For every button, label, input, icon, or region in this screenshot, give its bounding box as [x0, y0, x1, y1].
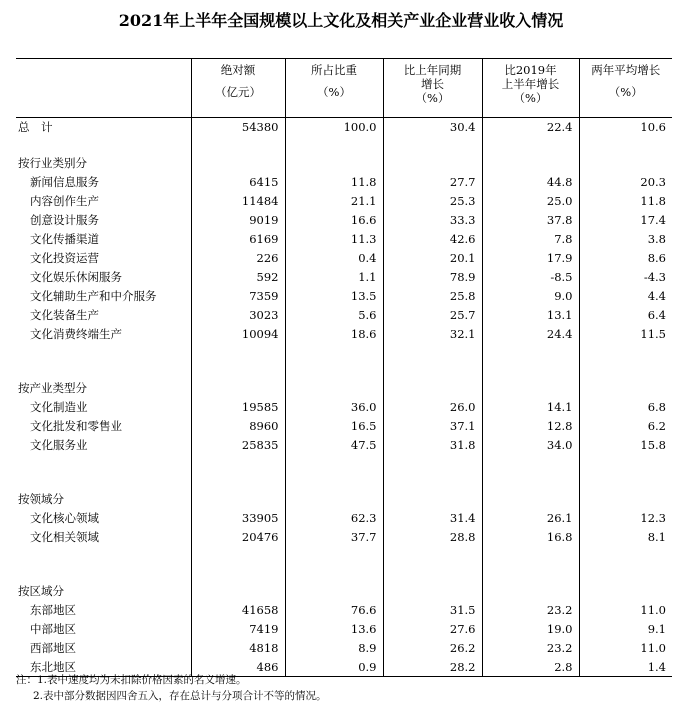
cell: 16.5 — [285, 416, 383, 435]
footnotes — [16, 672, 327, 704]
cell: 0.9 — [285, 657, 383, 677]
row-label: 文化核心领域 — [30, 510, 99, 525]
section-heading-row — [16, 582, 672, 600]
section-heading: 按区域分 — [18, 584, 64, 598]
cell: -4.3 — [579, 267, 672, 286]
cell: 28.8 — [383, 527, 482, 546]
total-label: 总 计 — [18, 120, 53, 134]
spacer-cell — [383, 379, 482, 397]
table-row — [16, 416, 672, 435]
row-label: 文化制造业 — [30, 399, 88, 414]
spacer-cell — [579, 136, 672, 154]
footnote-2: 2.表中部分数据因四舍五入，存在总计与分项合计不等的情况。 — [33, 690, 327, 702]
cell: 8.1 — [579, 527, 672, 546]
spacer-cell — [191, 454, 285, 472]
spacer-cell — [482, 582, 579, 600]
table-row — [16, 527, 672, 546]
section-heading: 按行业类别分 — [18, 156, 87, 170]
cell: 7419 — [191, 619, 285, 638]
table-row — [16, 619, 672, 638]
cell: 6.8 — [579, 397, 672, 416]
cell: 6.2 — [579, 416, 672, 435]
cell: 54380 — [191, 118, 285, 137]
table-row — [16, 397, 672, 416]
cell: 9.1 — [579, 619, 672, 638]
cell: 34.0 — [482, 435, 579, 454]
spacer-cell — [191, 154, 285, 172]
cell: 78.9 — [383, 267, 482, 286]
cell: 27.7 — [383, 172, 482, 191]
spacer-cell — [191, 546, 285, 564]
cell: 11.5 — [579, 324, 672, 343]
cell: 5.6 — [285, 305, 383, 324]
spacer-cell — [482, 154, 579, 172]
section-heading-row — [16, 379, 672, 397]
table-row — [16, 286, 672, 305]
cell: 37.7 — [285, 527, 383, 546]
spacer-cell — [383, 361, 482, 379]
cell: 9019 — [191, 210, 285, 229]
spacer-row — [16, 361, 672, 379]
header-blank — [16, 59, 191, 118]
cell: -8.5 — [482, 267, 579, 286]
cell: 37.8 — [482, 210, 579, 229]
cell: 31.4 — [383, 508, 482, 527]
cell: 25.3 — [383, 191, 482, 210]
cell: 36.0 — [285, 397, 383, 416]
cell: 11.8 — [285, 172, 383, 191]
spacer-cell — [383, 154, 482, 172]
spacer-cell — [482, 379, 579, 397]
spacer-cell — [579, 546, 672, 564]
table-row — [16, 305, 672, 324]
cell: 3.8 — [579, 229, 672, 248]
row-label: 文化服务业 — [30, 437, 88, 452]
cell: 10094 — [191, 324, 285, 343]
cell: 26.2 — [383, 638, 482, 657]
row-label: 文化装备生产 — [30, 307, 99, 322]
spacer-cell — [579, 490, 672, 508]
cell: 13.6 — [285, 619, 383, 638]
cell: 13.5 — [285, 286, 383, 305]
spacer-cell — [579, 582, 672, 600]
total-row — [16, 118, 672, 137]
table-row — [16, 172, 672, 191]
spacer-cell — [579, 361, 672, 379]
spacer-cell — [482, 136, 579, 154]
spacer-cell — [383, 472, 482, 490]
page-title: 2021年上半年全国规模以上文化及相关产业企业营业收入情况 — [118, 11, 564, 30]
cell: 25835 — [191, 435, 285, 454]
spacer-cell — [482, 490, 579, 508]
cell: 26.1 — [482, 508, 579, 527]
row-label: 文化传播渠道 — [30, 231, 99, 246]
spacer-cell — [482, 546, 579, 564]
cell: 19.0 — [482, 619, 579, 638]
spacer-cell — [285, 379, 383, 397]
spacer-row — [16, 343, 672, 361]
cell: 11.0 — [579, 638, 672, 657]
cell: 16.6 — [285, 210, 383, 229]
section-heading: 按领域分 — [18, 492, 64, 506]
cell: 13.1 — [482, 305, 579, 324]
cell: 8.9 — [285, 638, 383, 657]
table-row — [16, 435, 672, 454]
spacer-cell — [191, 343, 285, 361]
cell: 23.2 — [482, 638, 579, 657]
spacer-row — [16, 546, 672, 564]
cell: 31.5 — [383, 600, 482, 619]
cell: 11.0 — [579, 600, 672, 619]
cell: 42.6 — [383, 229, 482, 248]
header-absolute: 绝对额 （亿元） — [191, 59, 285, 118]
header-share: 所占比重 （%） — [285, 59, 383, 118]
spacer-row — [16, 564, 672, 582]
row-label: 东北地区 — [30, 659, 76, 674]
spacer-cell — [16, 343, 191, 361]
cell: 30.4 — [383, 118, 482, 137]
row-label: 文化投资运营 — [30, 250, 99, 265]
cell: 2.8 — [482, 657, 579, 677]
spacer-cell — [285, 154, 383, 172]
spacer-cell — [285, 472, 383, 490]
spacer-cell — [579, 454, 672, 472]
cell: 20.1 — [383, 248, 482, 267]
table-row — [16, 229, 672, 248]
spacer-cell — [16, 454, 191, 472]
spacer-cell — [285, 564, 383, 582]
cell: 592 — [191, 267, 285, 286]
cell: 9.0 — [482, 286, 579, 305]
table-header-row — [16, 59, 672, 118]
cell: 1.4 — [579, 657, 672, 677]
row-label: 文化辅助生产和中介服务 — [30, 288, 157, 303]
spacer-cell — [482, 472, 579, 490]
spacer-cell — [191, 472, 285, 490]
spacer-cell — [16, 546, 191, 564]
spacer-cell — [383, 343, 482, 361]
cell: 25.0 — [482, 191, 579, 210]
row-label: 新闻信息服务 — [30, 174, 99, 189]
cell: 12.8 — [482, 416, 579, 435]
revenue-table — [16, 58, 672, 677]
row-label: 东部地区 — [30, 602, 76, 617]
cell: 24.4 — [482, 324, 579, 343]
cell: 31.8 — [383, 435, 482, 454]
spacer-cell — [191, 379, 285, 397]
spacer-cell — [579, 154, 672, 172]
cell: 62.3 — [285, 508, 383, 527]
table-row — [16, 638, 672, 657]
cell: 15.8 — [579, 435, 672, 454]
spacer-cell — [16, 136, 191, 154]
cell: 25.7 — [383, 305, 482, 324]
cell: 18.6 — [285, 324, 383, 343]
table-row — [16, 210, 672, 229]
cell: 44.8 — [482, 172, 579, 191]
spacer-cell — [579, 343, 672, 361]
cell: 10.6 — [579, 118, 672, 137]
cell: 41658 — [191, 600, 285, 619]
table-row — [16, 324, 672, 343]
spacer-cell — [579, 379, 672, 397]
spacer-cell — [16, 472, 191, 490]
spacer-cell — [16, 361, 191, 379]
spacer-cell — [191, 582, 285, 600]
header-two-year-avg: 两年平均增长 （%） — [579, 59, 672, 118]
table-row — [16, 248, 672, 267]
cell: 17.4 — [579, 210, 672, 229]
spacer-cell — [285, 361, 383, 379]
table-row — [16, 600, 672, 619]
spacer-cell — [482, 564, 579, 582]
cell: 76.6 — [285, 600, 383, 619]
row-label: 文化批发和零售业 — [30, 418, 122, 433]
cell: 7.8 — [482, 229, 579, 248]
cell: 6169 — [191, 229, 285, 248]
cell: 3023 — [191, 305, 285, 324]
cell: 11.8 — [579, 191, 672, 210]
cell: 37.1 — [383, 416, 482, 435]
cell: 47.5 — [285, 435, 383, 454]
spacer-cell — [285, 343, 383, 361]
cell: 226 — [191, 248, 285, 267]
spacer-cell — [383, 564, 482, 582]
cell: 25.8 — [383, 286, 482, 305]
spacer-cell — [285, 490, 383, 508]
cell: 8960 — [191, 416, 285, 435]
header-yoy: 比上年同期 增长 （%） — [383, 59, 482, 118]
cell: 11484 — [191, 191, 285, 210]
cell: 27.6 — [383, 619, 482, 638]
spacer-cell — [482, 343, 579, 361]
header-vs2019: 比2019年 上半年增长 （%） — [482, 59, 579, 118]
spacer-cell — [579, 472, 672, 490]
cell: 7359 — [191, 286, 285, 305]
cell: 17.9 — [482, 248, 579, 267]
row-label: 中部地区 — [30, 621, 76, 636]
table-row — [16, 267, 672, 286]
row-label: 文化娱乐休闲服务 — [30, 269, 122, 284]
cell: 32.1 — [383, 324, 482, 343]
footnote-1: 注：1.表中速度均为未扣除价格因素的名义增速。 — [16, 674, 247, 686]
row-label: 内容创作生产 — [30, 193, 99, 208]
spacer-cell — [482, 454, 579, 472]
cell: 33.3 — [383, 210, 482, 229]
cell: 20.3 — [579, 172, 672, 191]
cell: 16.8 — [482, 527, 579, 546]
cell: 4.4 — [579, 286, 672, 305]
spacer-cell — [191, 361, 285, 379]
cell: 6415 — [191, 172, 285, 191]
spacer-cell — [191, 564, 285, 582]
spacer-cell — [191, 136, 285, 154]
spacer-cell — [482, 361, 579, 379]
spacer-cell — [16, 564, 191, 582]
spacer-cell — [285, 582, 383, 600]
spacer-cell — [285, 454, 383, 472]
cell: 8.6 — [579, 248, 672, 267]
cell: 19585 — [191, 397, 285, 416]
cell: 26.0 — [383, 397, 482, 416]
spacer-cell — [285, 546, 383, 564]
cell: 28.2 — [383, 657, 482, 677]
spacer-row — [16, 136, 672, 154]
cell: 11.3 — [285, 229, 383, 248]
spacer-cell — [383, 546, 482, 564]
spacer-cell — [383, 490, 482, 508]
row-label: 创意设计服务 — [30, 212, 99, 227]
section-heading-row — [16, 154, 672, 172]
cell: 6.4 — [579, 305, 672, 324]
cell: 22.4 — [482, 118, 579, 137]
spacer-row — [16, 454, 672, 472]
table-row — [16, 508, 672, 527]
spacer-row — [16, 472, 672, 490]
cell: 14.1 — [482, 397, 579, 416]
row-label: 西部地区 — [30, 640, 76, 655]
section-heading: 按产业类型分 — [18, 381, 87, 395]
cell: 0.4 — [285, 248, 383, 267]
row-label: 文化相关领域 — [30, 529, 99, 544]
cell: 4818 — [191, 638, 285, 657]
spacer-cell — [383, 454, 482, 472]
spacer-cell — [383, 582, 482, 600]
cell: 12.3 — [579, 508, 672, 527]
cell: 486 — [191, 657, 285, 677]
spacer-cell — [383, 136, 482, 154]
section-heading-row — [16, 490, 672, 508]
cell: 23.2 — [482, 600, 579, 619]
cell: 20476 — [191, 527, 285, 546]
spacer-cell — [579, 564, 672, 582]
spacer-cell — [285, 136, 383, 154]
cell: 1.1 — [285, 267, 383, 286]
row-label: 文化消费终端生产 — [30, 326, 122, 341]
cell: 21.1 — [285, 191, 383, 210]
cell: 33905 — [191, 508, 285, 527]
spacer-cell — [191, 490, 285, 508]
table-row — [16, 191, 672, 210]
cell: 100.0 — [285, 118, 383, 137]
